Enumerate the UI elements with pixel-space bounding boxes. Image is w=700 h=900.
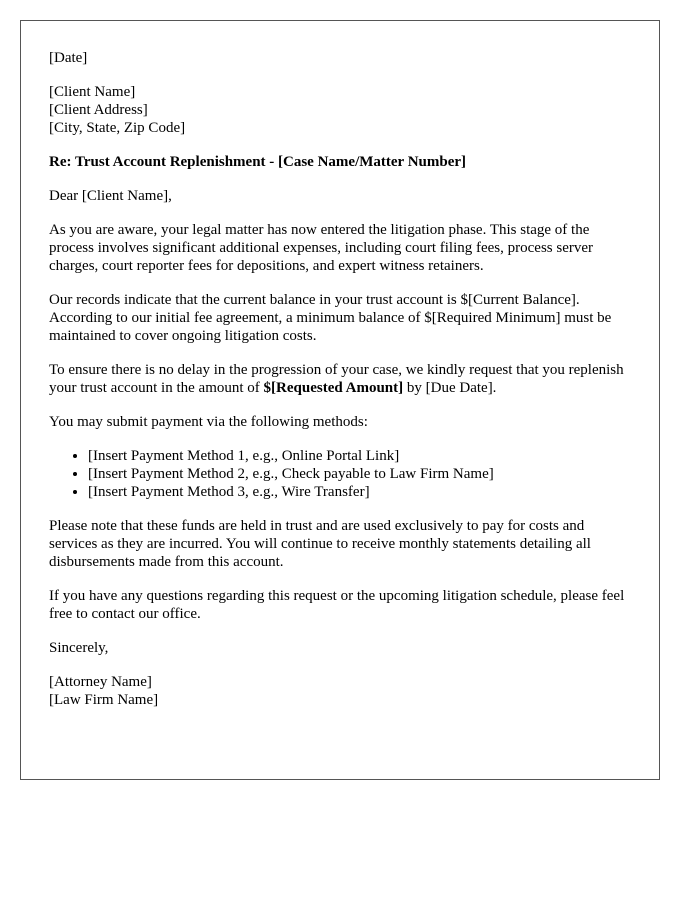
attorney-name: [Attorney Name] [49, 674, 152, 690]
paragraph-litigation-phase: As you are aware, your legal matter has now entered the litigation phase. This stage of the process involves significant additional expenses, including court filing fees, process server charges, court reporter fees for depositions, and expert witness retainers. [49, 222, 594, 274]
paragraph-contact: If you have any questions regarding this request or the upcoming litigation schedule, please feel free to contact our office. [49, 588, 625, 622]
recipient-city-state-zip: [City, State, Zip Code] [49, 120, 186, 136]
list-item: • [Insert Payment Method 1, e.g., Online Portal Link] [88, 447, 631, 465]
paragraph-trust-funds: Please note that these funds are held in trust and are used exclusively to pay for costs and services as they are incurred. You will continue to receive monthly statements detailing all disbursements made from this account. [49, 518, 591, 570]
recipient-address: [Client Address] [49, 102, 148, 118]
payment-methods-list [49, 447, 631, 501]
recipient-name: [Client Name] [49, 84, 136, 100]
requested-amount: $[Requested Amount] [263, 380, 404, 396]
salutation: Dear [Client Name], [49, 188, 172, 204]
law-firm-name: [Law Firm Name] [49, 692, 159, 708]
paragraph-current-balance: Our records indicate that the current balance in your trust account is $[Current Balance]. According to our initial fee agreement, a minimum balance of $[Required Minimum] must be maintained to cover ongoing litigation costs. [49, 292, 612, 344]
letter-date: [Date] [49, 50, 88, 66]
subject-line: Re: Trust Account Replenishment - [Case Name/Matter Number] [49, 154, 467, 170]
letter-page [20, 20, 660, 780]
replenish-request-text: To ensure there is no delay in the progression of your case, we kindly request that you replenish your trust account in the amount of [49, 362, 624, 396]
paragraph-replenish-request [49, 361, 631, 397]
list-item: • [Insert Payment Method 3, e.g., Wire Transfer] [88, 483, 631, 501]
recipient-address-block [49, 83, 631, 137]
closing: Sincerely, [49, 640, 109, 656]
list-item: • [Insert Payment Method 2, e.g., Check payable to Law Firm Name] [88, 465, 631, 483]
signature-block [49, 673, 631, 709]
payment-intro: You may submit payment via the following methods: [49, 414, 368, 430]
due-date-text: by [Due Date]. [403, 380, 497, 396]
